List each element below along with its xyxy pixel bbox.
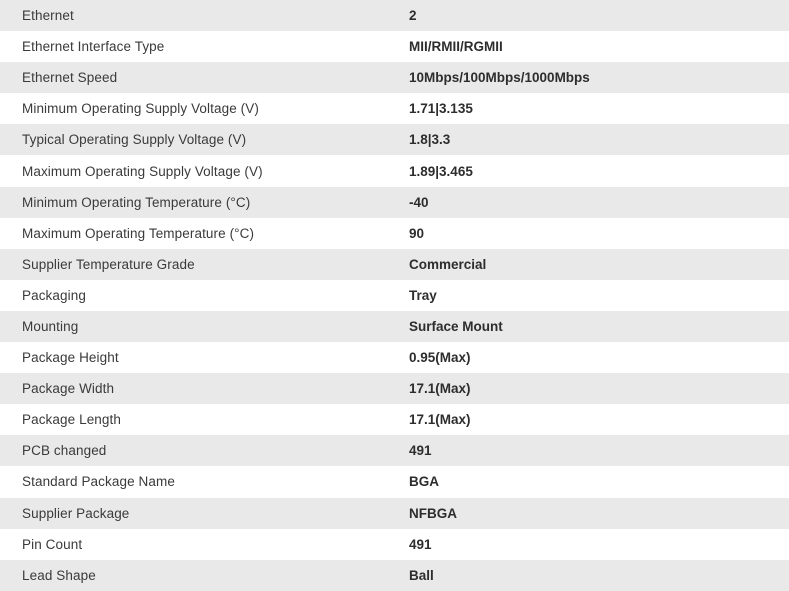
spec-value: 1.8|3.3 — [409, 132, 451, 148]
spec-row-max-supply-voltage — [0, 155, 789, 186]
spec-name: Mounting — [22, 318, 79, 334]
spec-value: Tray — [409, 287, 437, 303]
spec-row-supplier-package — [0, 498, 789, 529]
spec-name: Packaging — [22, 287, 86, 303]
spec-value: BGA — [409, 474, 439, 490]
spec-value: 2 — [409, 8, 417, 24]
spec-name: Ethernet Interface Type — [22, 39, 165, 55]
spec-name: Pin Count — [22, 536, 83, 552]
spec-value: 491 — [409, 536, 432, 552]
spec-name: Ethernet — [22, 8, 74, 24]
spec-row-max-operating-temperature — [0, 218, 789, 249]
spec-row-package-width — [0, 373, 789, 404]
spec-row-supplier-temperature-grade — [0, 249, 789, 280]
spec-value: 1.71|3.135 — [409, 101, 473, 117]
spec-value: 10Mbps/100Mbps/1000Mbps — [409, 70, 590, 86]
spec-name: Typical Operating Supply Voltage (V) — [22, 132, 247, 148]
spec-value: 0.95(Max) — [409, 350, 471, 366]
spec-row-package-length — [0, 404, 789, 435]
spec-value: 1.89|3.465 — [409, 163, 473, 179]
spec-name: Package Height — [22, 350, 119, 366]
spec-name: Maximum Operating Supply Voltage (V) — [22, 163, 263, 179]
spec-value: 17.1(Max) — [409, 412, 471, 428]
spec-value: Ball — [409, 567, 434, 583]
spec-row-pcb-changed — [0, 435, 789, 466]
spec-row-ethernet-speed — [0, 62, 789, 93]
spec-row-pin-count — [0, 529, 789, 560]
spec-row-typical-supply-voltage — [0, 124, 789, 155]
spec-row-ethernet — [0, 0, 789, 31]
spec-row-ethernet-interface-type — [0, 31, 789, 62]
spec-row-mounting — [0, 311, 789, 342]
spec-row-min-supply-voltage — [0, 93, 789, 124]
spec-row-standard-package-name — [0, 466, 789, 497]
spec-name: Lead Shape — [22, 567, 96, 583]
spec-value: MII/RMII/RGMII — [409, 39, 503, 55]
spec-row-lead-shape — [0, 560, 789, 591]
spec-name: Supplier Package — [22, 505, 130, 521]
spec-name: Minimum Operating Temperature (°C) — [22, 194, 251, 210]
spec-value: 491 — [409, 443, 432, 459]
spec-name: Supplier Temperature Grade — [22, 256, 195, 272]
spec-value: NFBGA — [409, 505, 457, 521]
spec-row-min-operating-temperature — [0, 187, 789, 218]
spec-name: Standard Package Name — [22, 474, 175, 490]
spec-value: Surface Mount — [409, 318, 503, 334]
spec-name: Package Length — [22, 412, 121, 428]
spec-row-packaging — [0, 280, 789, 311]
spec-name: Maximum Operating Temperature (°C) — [22, 225, 255, 241]
spec-name: Ethernet Speed — [22, 70, 118, 86]
spec-name: Package Width — [22, 381, 115, 397]
spec-value: 17.1(Max) — [409, 381, 471, 397]
spec-value: -40 — [409, 194, 429, 210]
spec-value: 90 — [409, 225, 425, 241]
spec-row-package-height — [0, 342, 789, 373]
spec-name: PCB changed — [22, 443, 107, 459]
spec-name: Minimum Operating Supply Voltage (V) — [22, 101, 259, 117]
spec-value: Commercial — [409, 256, 487, 272]
